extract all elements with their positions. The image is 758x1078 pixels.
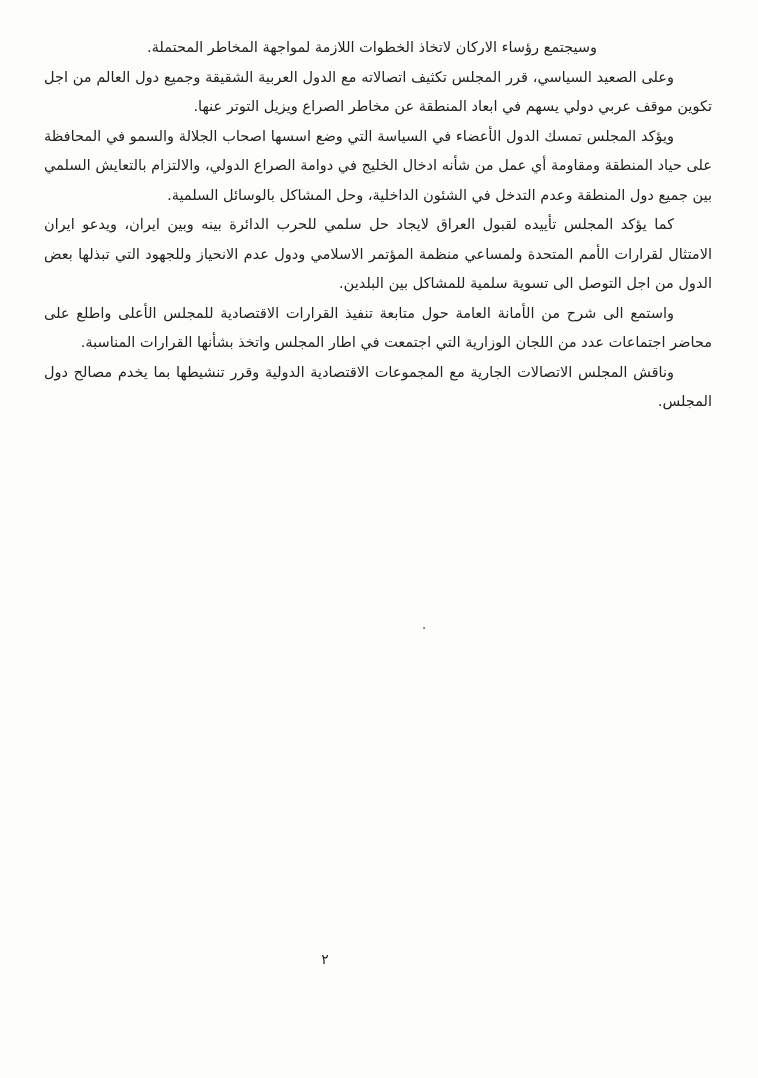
page-number: ٢ [321,952,329,968]
paragraph-member-states-policy: ويؤكد المجلس تمسك الدول الأعضاء في السياسة التي وضع اسسها اصحاب الجلالة والسمو في المحافظة على حياد المنطقة ومقاومة أي عمل من شأنه ادخال الخليج في دوامة الصراع الدولي، والالتزام بالتعايش السلمي بين جميع دول المنطقة وعدم التدخل في الشئون الداخلية، وحل المشاكل بالوسائل السلمية. [44,128,712,204]
paragraph-secretariat-briefing: واستمع الى شرح من الأمانة العامة حول متابعة تنفيذ القرارات الاقتصادية للمجلس الأعلى واطلع على محاضر اجتماعات عدد من اللجان الوزارية التي اجتمعت في اطار المجلس واتخذ بشأنها القرارات المناسبة. [44,305,712,351]
paragraph-economic-groups: وناقش المجلس الاتصالات الجارية مع المجموعات الاقتصادية الدولية وقرر تنشيطها بما يخدم مصالح دول المجلس. [44,364,712,410]
document-body [44,34,712,418]
paragraph-iraq-iran-war: كما يؤكد المجلس تأييده لقبول العراق لايجاد حل سلمي للحرب الدائرة بينه وبين ايران، ويدعو ايران الامتثال لقرارات الأمم المتحدة ولمساعي منظمة المؤتمر الاسلامي ودول عدم الانحياز وللجهود التي تبذلها بعض الدول من اجل التوصل الى تسوية سلمية للمشاكل بين البلدين. [44,217,712,292]
paragraph-chiefs-of-staff: وسيجتمع رؤساء الاركان لاتخاذ الخطوات اللازمة لمواجهة المخاطر المحتملة. [147,40,597,56]
stray-dot-mark: . [422,618,427,633]
paragraph-political-level: وعلى الصعيد السياسي، قرر المجلس تكثيف اتصالاته مع الدول العربية الشقيقة وجميع دول العالم من اجل تكوين موقف عربي دولي يسهم في ابعاد المنطقة عن مخاطر الصراع ويزيل التوتر عنها. [44,69,712,115]
